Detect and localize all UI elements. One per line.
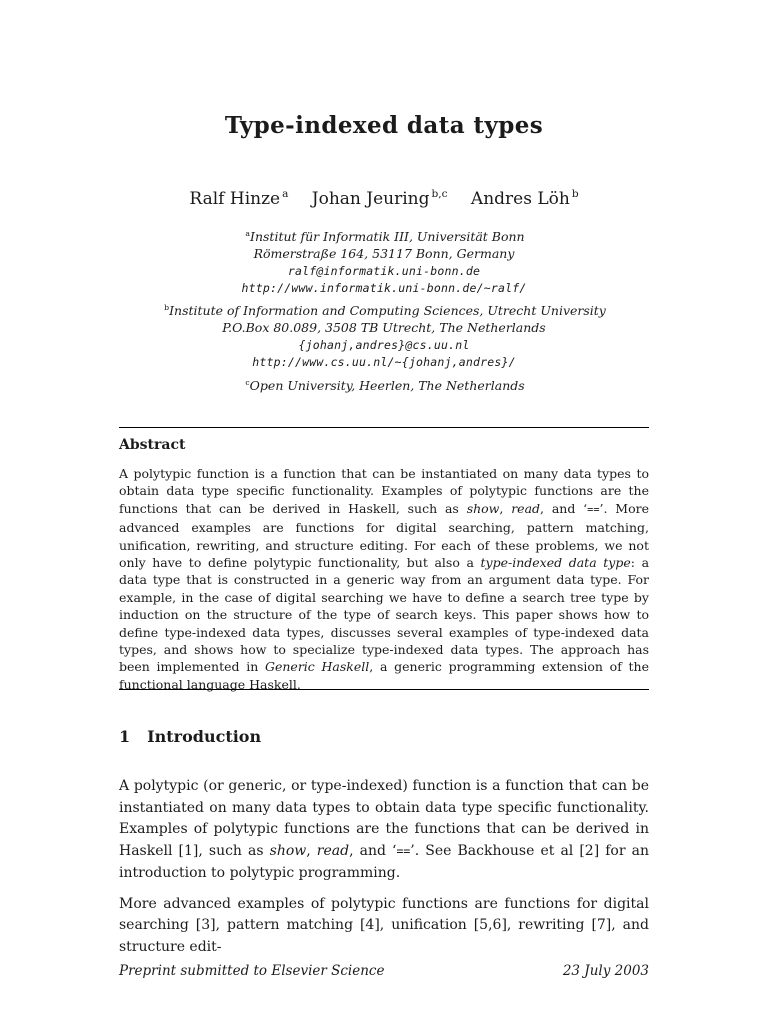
affiliation-institute: Open University, Heerlen, The Netherlands <box>249 378 525 394</box>
affiliation-line: Römerstraße 164, 53117 Bonn, Germany <box>253 245 515 261</box>
affiliation-url: http://www.informatik.uni-bonn.de/~ralf/ <box>241 280 527 295</box>
author-name: Ralf Hinze <box>189 188 281 209</box>
author-affiliation-mark: a <box>282 188 289 200</box>
affiliation-url: http://www.cs.uu.nl/~{johanj,andres}/ <box>252 354 516 369</box>
text-run: show <box>466 500 500 516</box>
text-run: ’. See Backhouse et al [2] for an introduction to polytypic programming. <box>119 843 649 881</box>
text-run: type-indexed data type <box>480 555 631 571</box>
paper-title: Type-indexed data types <box>224 112 544 139</box>
text-run: Generic Haskell <box>265 659 370 675</box>
section-heading <box>119 727 649 746</box>
introduction-body <box>119 776 649 959</box>
paragraph: More advanced examples of polytypic functions are functions for digital searching [3], pattern matching [4], unification [5,6], rewriting [7], and structure edit- <box>119 895 649 955</box>
affiliation-mark: b <box>164 303 170 312</box>
affiliation-email: {johanj,andres}@cs.uu.nl <box>298 337 470 352</box>
affiliation-b <box>119 300 649 370</box>
affiliation-line <box>119 375 649 395</box>
page-footer <box>119 963 649 979</box>
text-run: A polytypic function is a function that can be instantiated on many data types to obtain data type specific functionality. Examples of polytypic functions are the functions that can be derived in Haskell, such as <box>119 466 649 516</box>
abstract-heading: Abstract <box>119 437 186 453</box>
author <box>312 189 448 209</box>
author-line <box>119 188 649 209</box>
paragraph <box>119 776 649 885</box>
abstract-top-rule <box>119 427 649 428</box>
affiliation-institute: Institut für Informatik III, Universität Bonn <box>250 229 525 245</box>
author-name: Andres Löh <box>470 188 570 209</box>
text-run: ’. More advanced examples are functions for digital searching, pattern matching, unification, rewriting, and structure editing. For each of these problems, we not only have to define polytypic functionality, but also a <box>119 500 649 571</box>
affiliation-c <box>119 375 649 395</box>
affiliation-email: ralf@informatik.uni-bonn.de <box>287 263 481 278</box>
affiliation-line <box>119 226 649 246</box>
section-number: 1 <box>119 727 131 746</box>
author-affiliation-mark: b <box>571 188 579 200</box>
footer-date: 23 July 2003 <box>562 963 649 979</box>
text-run: , <box>306 843 317 860</box>
text-run: == <box>396 844 411 859</box>
section-title: Introduction <box>147 727 262 746</box>
affiliation-mark: c <box>245 378 250 387</box>
abstract-bottom-rule <box>119 689 649 690</box>
affiliation-a <box>119 226 649 296</box>
affiliation-line <box>119 300 649 320</box>
affiliation-mark: a <box>245 229 251 238</box>
text-run: , and ‘ <box>540 500 588 516</box>
text-run: , a generic programming extension of the functional language Haskell. <box>119 659 649 692</box>
author <box>189 189 288 209</box>
text-run: show <box>269 843 307 860</box>
footer-preprint-note: Preprint submitted to Elsevier Science <box>119 963 385 979</box>
affiliation-institute: Institute of Information and Computing Sciences, Utrecht University <box>169 303 606 319</box>
affiliation-line: P.O.Box 80.089, 3508 TB Utrecht, The Netherlands <box>222 319 546 335</box>
text-run: == <box>587 503 600 516</box>
text-run: , and ‘ <box>349 843 397 860</box>
text-run: : a data type that is constructed in a generic way from an argument data type. For example, in the case of digital searching we have to define a search tree type by induction on the structure of the type of search keys. This paper shows how to define type-indexed data types, discusses several examples of type-indexed data types, and shows how to specialize type-indexed data types. The approach has been implemented in <box>119 555 650 675</box>
author-name: Johan Jeuring <box>311 188 430 209</box>
author-affiliation-mark: b,c <box>431 188 448 200</box>
text-run: A polytypic (or generic, or type-indexed) function is a function that can be instantiated on many data types to obtain data type specific functionality. Examples of polytypic functions are the functions that can be derived in Haskell [1], such as <box>119 778 649 860</box>
abstract-paragraph <box>119 465 649 693</box>
text-run: read <box>316 843 350 860</box>
author <box>471 189 579 209</box>
text-run: , <box>499 500 512 516</box>
text-run: read <box>511 500 541 516</box>
